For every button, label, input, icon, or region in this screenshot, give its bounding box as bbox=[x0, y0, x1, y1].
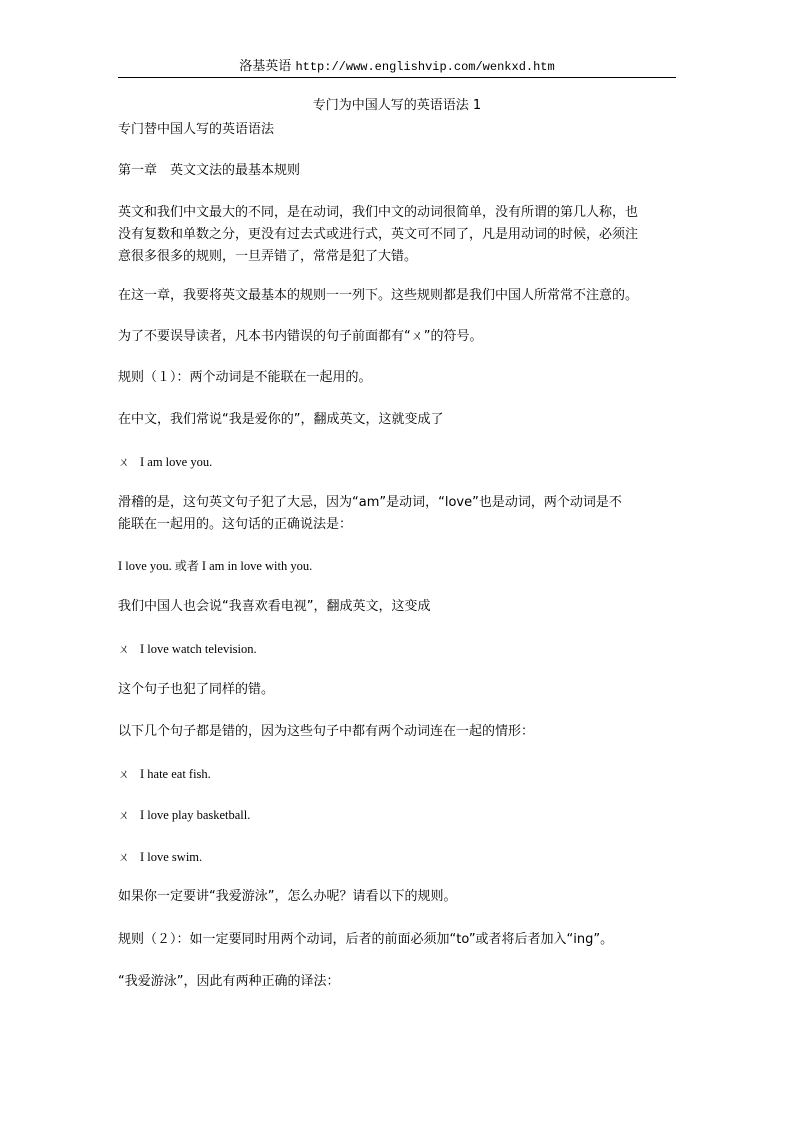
paragraph-line: 英文和我们中文最大的不同，是在动词，我们中文的动词很简单，没有所谓的第几人称，也 bbox=[118, 205, 639, 220]
document-subtitle: 专门替中国人写的英语语法 bbox=[118, 122, 275, 137]
wrong-mark-icon: ㄨ bbox=[118, 850, 131, 864]
example-sentence: I love play basketball. bbox=[140, 808, 251, 822]
wrong-example bbox=[118, 806, 678, 824]
example-sentence: I am in love with you. bbox=[201, 559, 313, 573]
wrong-example bbox=[118, 453, 678, 471]
wrong-example bbox=[118, 640, 678, 658]
paragraph-line: 意很多很多的规则，一旦弄错了，常常是犯了大错。 bbox=[118, 249, 418, 264]
example-sentence: I hate eat fish. bbox=[140, 767, 211, 781]
chapter-heading: 第一章 英文文法的最基本规则 bbox=[118, 163, 301, 178]
paragraph-line: 滑稽的是，这句英文句子犯了大忌，因为“am”是动词，“love”也是动词，两个动词是不 bbox=[118, 495, 622, 510]
wrong-mark-icon: ㄨ bbox=[118, 642, 131, 656]
paragraph-chinese-example: 在中文，我们常说“我是爱你的”，翻成英文，这就变成了 bbox=[118, 412, 444, 427]
or-label: 或者 bbox=[174, 559, 199, 573]
paragraph-wrong-mark-note: 为了不要误导读者，凡本书内错误的句子前面都有“ㄨ”的符号。 bbox=[118, 329, 483, 344]
site-url[interactable]: http://www.englishvip.com/wenkxd.htm bbox=[295, 60, 555, 74]
paragraph-rules-intro: 在这一章，我要将英文最基本的规则一一列下。这些规则都是我们中国人所常常不注意的。 bbox=[118, 288, 639, 303]
wrong-mark-icon: ㄨ bbox=[118, 455, 131, 469]
correct-example bbox=[118, 557, 678, 575]
example-sentence: I am love you. bbox=[140, 455, 213, 469]
paragraph-tv-example: 我们中国人也会说“我喜欢看电视”，翻成英文，这变成 bbox=[118, 599, 431, 614]
page-header bbox=[118, 58, 676, 76]
paragraph-line: 能联在一起用的。这句话的正确说法是： bbox=[118, 517, 353, 532]
paragraph-line: 没有复数和单数之分，更没有过去式或进行式，英文可不同了，凡是用动词的时候，必须注 bbox=[118, 227, 639, 242]
paragraph-two-translations: “我爱游泳”，因此有两种正确的译法： bbox=[118, 974, 340, 989]
example-sentence: I love you. bbox=[118, 559, 172, 573]
rule-2-heading: 规则（２）：如一定要同时用两个动词，后者的前面必须加“to”或者将后者加入“ing”。 bbox=[118, 932, 614, 947]
paragraph-explanation bbox=[118, 492, 678, 536]
paragraph-question: 如果你一定要讲“我爱游泳”，怎么办呢？请看以下的规则。 bbox=[118, 889, 457, 904]
example-sentence: I love swim. bbox=[140, 850, 203, 864]
rule-1-heading: 规则（１）：两个动词是不能联在一起用的。 bbox=[118, 370, 372, 385]
example-sentence: I love watch television. bbox=[140, 642, 257, 656]
paragraph-intro bbox=[118, 202, 678, 268]
site-name: 洛基英语 bbox=[239, 59, 292, 74]
wrong-mark-icon: ㄨ bbox=[118, 767, 131, 781]
wrong-mark-icon: ㄨ bbox=[118, 808, 131, 822]
header-divider bbox=[118, 77, 676, 78]
document-title: 专门为中国人写的英语语法 1 bbox=[312, 98, 482, 113]
paragraph-wrong-list-intro: 以下几个句子都是错的，因为这些句子中都有两个动词连在一起的情形： bbox=[118, 724, 535, 739]
wrong-example bbox=[118, 765, 678, 783]
paragraph-same-error: 这个句子也犯了同样的错。 bbox=[118, 682, 275, 697]
wrong-example bbox=[118, 848, 678, 866]
